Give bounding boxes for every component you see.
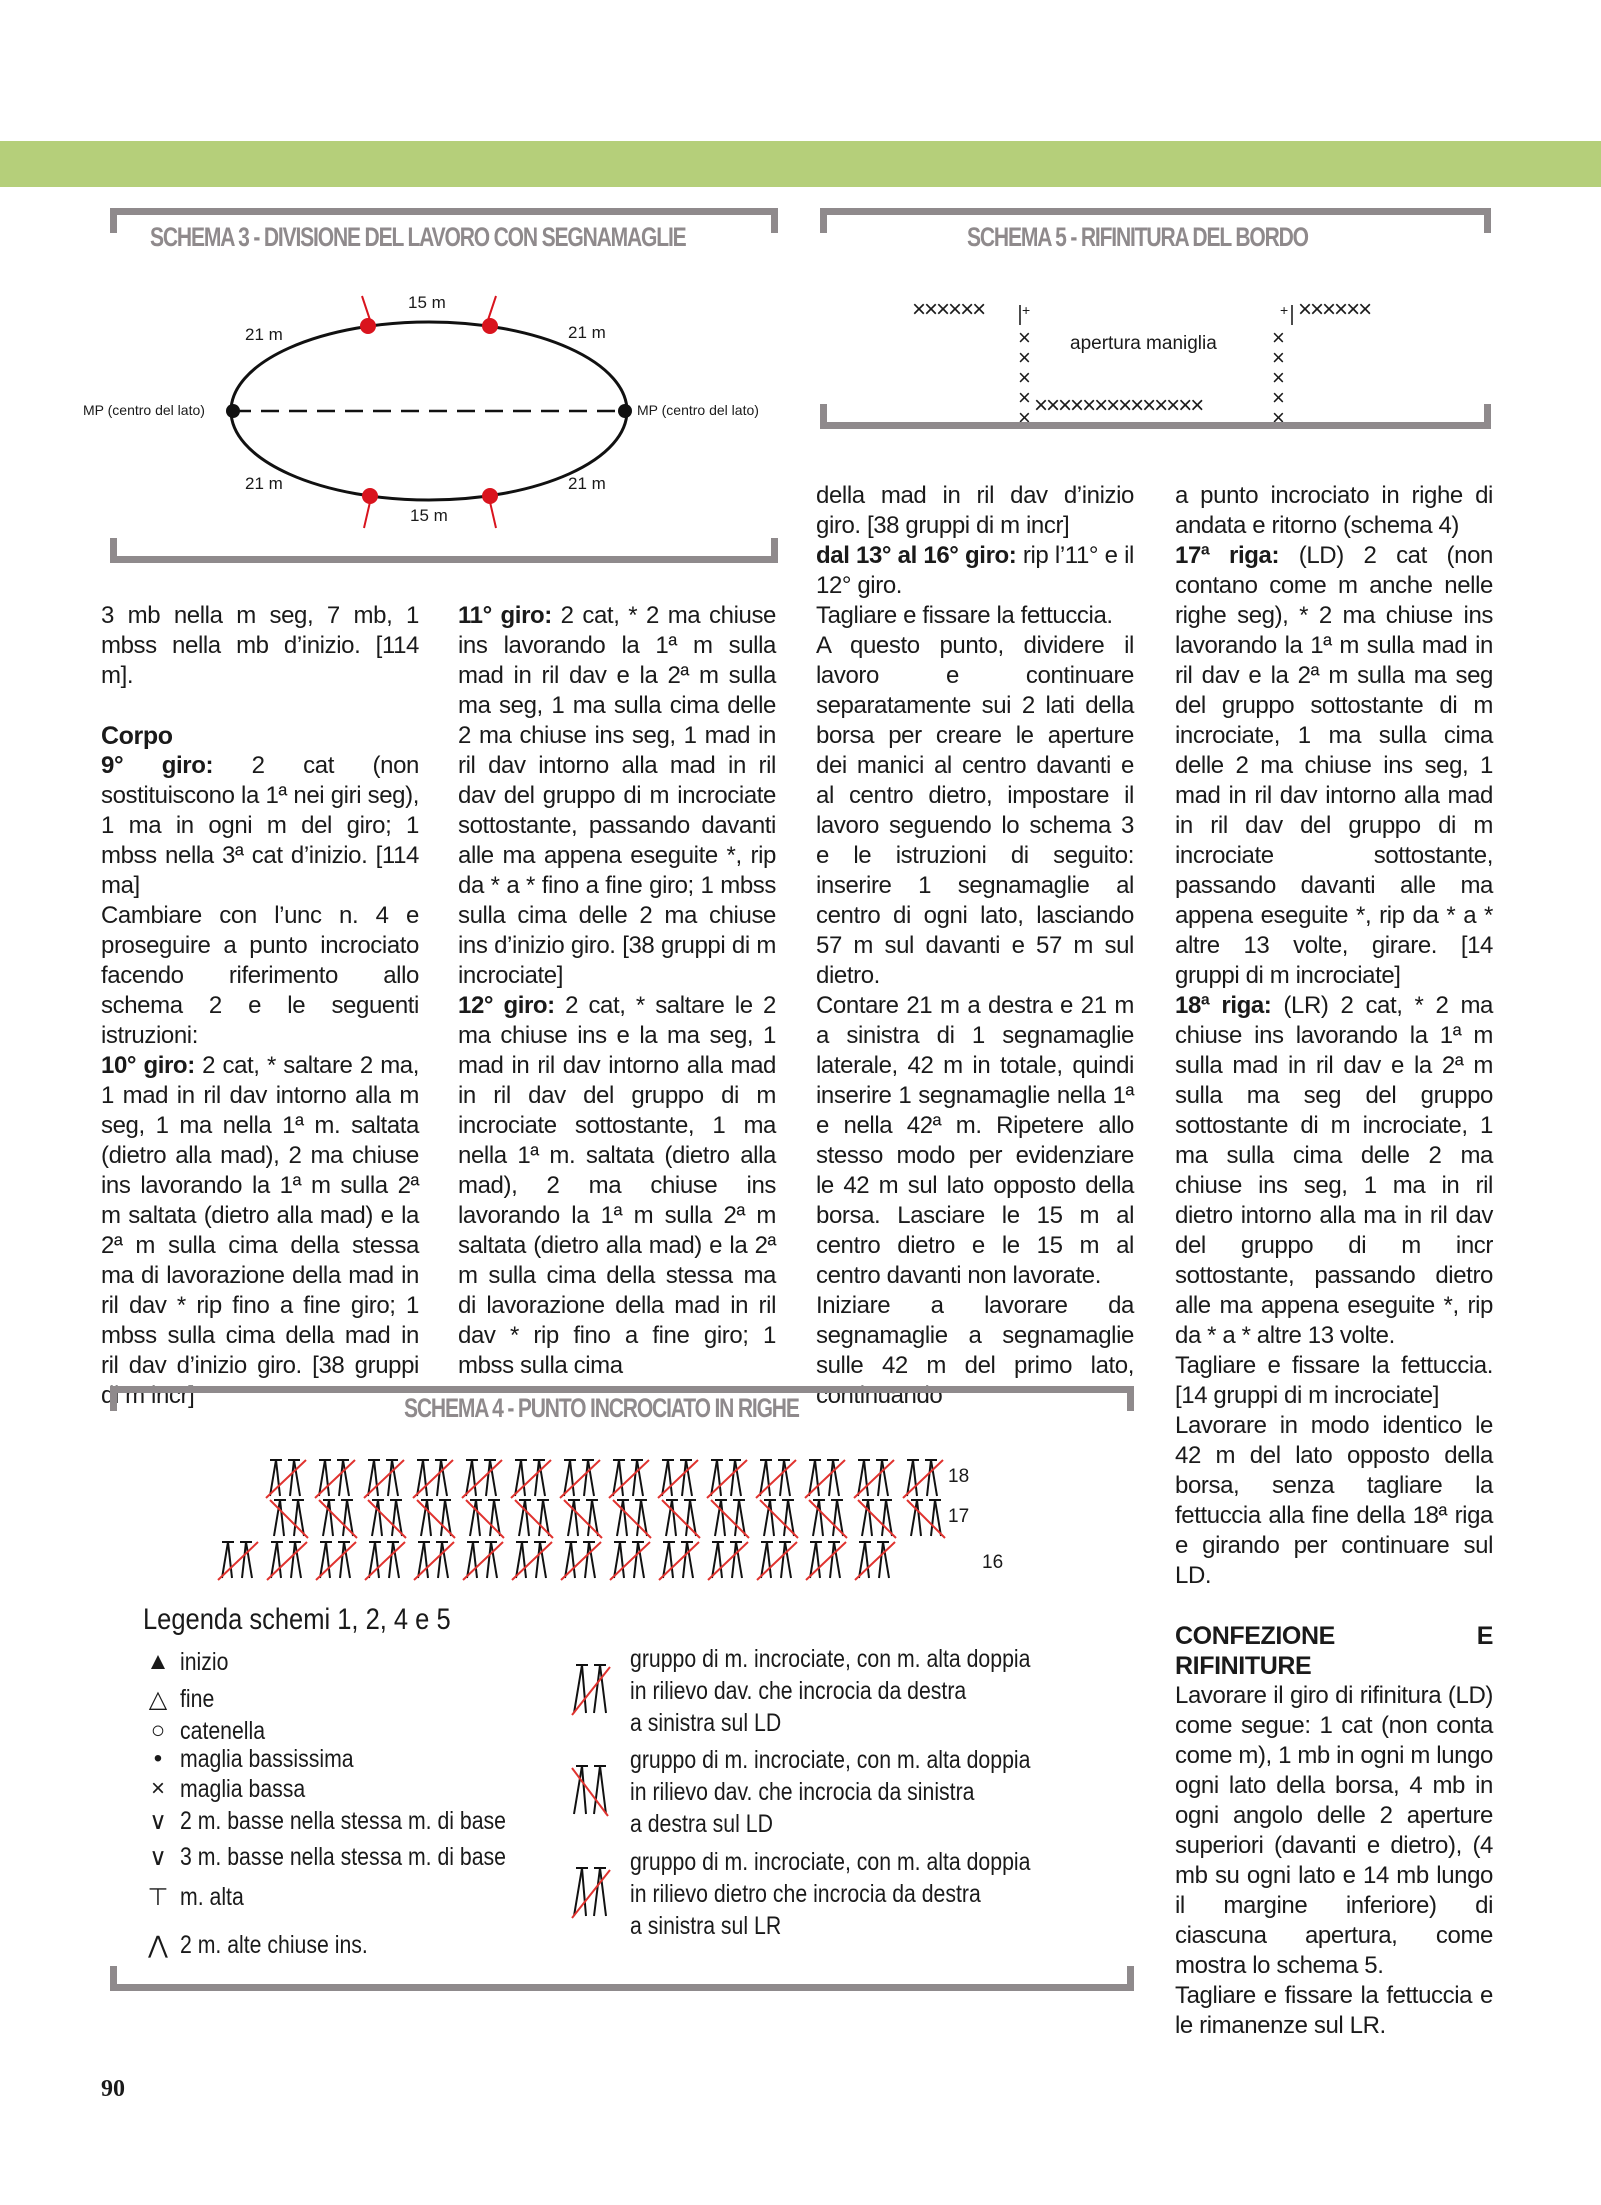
crossed-stitch-group <box>315 1460 355 1498</box>
legend-label: 3 m. basse nella stessa m. di base <box>180 1843 507 1871</box>
crossed-stitch-group <box>270 1500 308 1538</box>
paragraph <box>101 1051 419 1411</box>
legend-label: maglia bassissima <box>180 1745 354 1773</box>
header-color-band <box>0 141 1601 187</box>
legend-label: catenella <box>180 1717 266 1745</box>
crossed-stitch-group <box>267 1542 307 1580</box>
legend-label: fine <box>180 1685 215 1713</box>
crossed-stitch-group <box>707 1460 747 1498</box>
legend-group-line: gruppo di m. incrociate, con m. alta doppia <box>630 1746 1031 1774</box>
legend-label: 2 m. basse nella stessa m. di base <box>180 1807 507 1835</box>
paragraph <box>816 541 1134 601</box>
paragraph-text: (LD) 2 cat (non contano come m anche nelle righe seg), * 2 ma chiuse ins lavorando la 1ª m sulla mad in ril dav e la 2ª m sulla ma seg del gruppo sottostante di m incrociate, 1 ma sulla cima delle 2 ma chiuse ins seg, 1 mad in ril dav intorno alla mad in ril dav del gruppo di m incrociate sottostante, passando davanti alle ma appena eseguite *, rip da * a * altre 13 volte, girare. [14 gruppi di m incrociate] <box>1175 542 1493 989</box>
paragraph <box>816 601 1134 631</box>
paragraph-text: Tagliare e fissare la fettuccia. [14 gruppi di m incrociate] <box>1175 1352 1493 1409</box>
paragraph-text: rip l’11° e il 12° giro. <box>816 542 1134 599</box>
stitch-marker <box>363 489 377 503</box>
crossed-stitch-group <box>756 1460 796 1498</box>
crossed-stitch-group <box>858 1500 896 1538</box>
legend-group-line: a sinistra sul LD <box>630 1709 782 1737</box>
crossed-stitch-group <box>319 1500 357 1538</box>
paragraph <box>816 631 1134 991</box>
crossed-stitch-group <box>463 1542 503 1580</box>
three-sc-increase-icon: ∨ <box>149 1844 167 1871</box>
sc-row-top-left: ×××××× <box>912 296 985 323</box>
cross-right-to-left-back-icon <box>570 1866 620 1936</box>
legend-label: 2 m. alte chiuse ins. <box>180 1931 368 1959</box>
text-column-1 <box>101 601 419 1411</box>
crossed-stitch-group <box>907 1500 945 1538</box>
paragraph-text: (LR) 2 cat, * 2 ma chiuse ins lavorando la 1ª m sulla mad in ril dav e la 2ª m sulla ma seg del gruppo sottostante di m incrociate, 1 ma sulla cima delle 2 ma chiuse ins seg, 1 ma in ril dietro intorno alla ma in ril dav del gruppo di m incr sottostante, passando dietro alle ma appena eseguite *, rip da * a * altre 13 volte. <box>1175 992 1493 1349</box>
instruction-label: 12° giro: <box>458 992 555 1019</box>
crossed-stitch-group <box>560 1460 600 1498</box>
crossed-stitch-group <box>364 1460 404 1498</box>
end-arrow-icon: △ <box>148 1686 168 1713</box>
schema-4-title: SCHEMA 4 - PUNTO INCROCIATO IN RIGHE <box>404 1393 799 1423</box>
crossed-stitch-group <box>613 1500 651 1538</box>
chain-icon: ○ <box>150 1717 166 1744</box>
paragraph <box>1175 1981 1493 2041</box>
paragraph <box>1175 1351 1493 1411</box>
schema-3-title: SCHEMA 3 - DIVISIONE DEL LAVORO CON SEGNAMAGLIE <box>150 222 686 252</box>
crossed-stitch-group <box>512 1542 552 1580</box>
crossed-stitch-group <box>266 1460 306 1498</box>
paragraph-text: 2 cat, * saltare le 2 ma chiuse ins e la ma seg, 1 mad in ril dav intorno alla mad in ril dav del gruppo di m incrociate sottostante, 1 ma nella 1ª m. saltata (dietro alla mad), 2 ma chiuse ins lavorando la 1ª m sulla 2ª m saltata (dietro alla mad) e la 2ª m sulla cima della stessa ma di lavorazione della mad in ril dav * rip fino a fine giro; 1 mbss sulla cima <box>458 992 776 1379</box>
sc-row-bottom: ×××××××××××××× <box>1034 392 1203 419</box>
crossed-stitch-group <box>760 1500 798 1538</box>
side-marker-left <box>226 404 240 418</box>
crossed-stitch-group <box>365 1542 405 1580</box>
label-bottom-left: 21 m <box>245 474 283 493</box>
label-bottom-right: 21 m <box>568 474 606 493</box>
start-arrow-icon: ▲ <box>146 1648 170 1675</box>
paragraph <box>1175 1411 1493 1591</box>
paragraph <box>1175 481 1493 541</box>
label-top-right: 21 m <box>568 323 606 342</box>
crossed-stitch-group <box>316 1542 356 1580</box>
sc-col-left: ××××× <box>1018 325 1031 430</box>
paragraph <box>458 601 776 991</box>
paragraph <box>1175 991 1493 1351</box>
legend-label: inizio <box>180 1648 229 1676</box>
crossed-stitch-group <box>805 1460 845 1498</box>
section-heading: Corpo <box>101 722 173 750</box>
paragraph-text: 2 cat (non sostituiscono la 1ª nei giri seg), 1 ma in ogni m del giro; 1 mbss nella 3ª cat d’inizio. [114 ma] <box>101 752 419 899</box>
legend-group-line: in rilievo dav. che incrocia da sinistra <box>630 1778 975 1806</box>
double-crochet-icon: ⊤ <box>147 1884 169 1911</box>
paragraph-text: 2 cat, * saltare 2 ma, 1 mad in ril dav intorno alla m seg, 1 ma nella 1ª m. saltata (dietro alla mad), 2 ma chiuse ins lavorando la 1ª m sulla 2ª m saltata (dietro alla mad) e la 2ª m sulla cima della stessa ma di lavorazione della mad in ril dav * rip fino a fine giro; 1 mbss sulla cima della mad in ril dav d’inizio giro. [38 gruppi di m incr] <box>101 1052 419 1409</box>
paragraph <box>1175 541 1493 991</box>
row-label-17: 17 <box>948 1506 970 1527</box>
crossed-stitch-group <box>659 1542 699 1580</box>
paragraph <box>1175 1681 1493 1981</box>
schema-4-chart <box>0 0 1 1</box>
crossed-stitch-group <box>414 1542 454 1580</box>
crossed-stitch-group <box>708 1542 748 1580</box>
paragraph-text: Cambiare con l’unc n. 4 e proseguire a punto incrociato facendo riferimento allo schema 2 e le seguenti istruzioni: <box>101 902 419 1049</box>
row-label-18: 18 <box>948 1466 970 1487</box>
crossed-stitch-group <box>564 1500 602 1538</box>
text-column-2 <box>458 601 776 1381</box>
paragraph <box>101 901 419 1051</box>
side-marker-right <box>618 404 632 418</box>
section-heading: CONFEZIONE E RIFINITURE <box>1175 1622 1493 1680</box>
label-bottom-center: 15 m <box>410 506 448 525</box>
legend-group-line: gruppo di m. incrociate, con m. alta doppia <box>630 1848 1031 1876</box>
page-number: 90 <box>101 2076 125 2102</box>
slip-stitch-icon: • <box>153 1745 163 1772</box>
crossed-stitch-group <box>609 1460 649 1498</box>
paragraph <box>101 751 419 901</box>
text-column-4 <box>1175 481 1493 2041</box>
crossed-stitch-group <box>218 1542 258 1580</box>
paragraph <box>101 601 419 691</box>
single-crochet-icon: × <box>150 1775 165 1802</box>
crossed-stitch-group <box>662 1500 700 1538</box>
sc-col-right: ××××× <box>1272 325 1285 430</box>
label-mp-right: MP (centro del lato) <box>637 402 759 418</box>
crossed-stitch-group <box>462 1460 502 1498</box>
text-column-3 <box>816 481 1134 1411</box>
crossed-stitch-group <box>515 1500 553 1538</box>
paragraph-text: A questo punto, dividere il lavoro e continuare separatamente sui 2 lati della borsa per creare le aperture dei manici al centro davanti e al centro dietro, impostare il lavoro seguendo lo schema 3 e le istruzioni di seguito: inserire 1 segnamaglie al centro di ogni lato, lasciando 57 m sul davanti e 57 m sul dietro. <box>816 632 1134 989</box>
label-mp-left: MP (centro del lato) <box>83 402 205 418</box>
crossed-stitch-group <box>511 1460 551 1498</box>
schema-4-frame-bottom <box>110 1966 1134 1991</box>
paragraph <box>458 991 776 1381</box>
crossed-stitch-group <box>610 1542 650 1580</box>
paragraph-text: Lavorare il giro di rifinitura (LD) come segue: 1 cat (non conta come m), 1 mb in ogni m lungo ogni lato della borsa, 4 mb in ogni angolo delle 2 aperture superiori (davanti e dietro), (4 mb su ogni lato e 14 mb lungo il margine inferiore) di ciascuna apertura, come mostra lo schema 5. <box>1175 1682 1493 1979</box>
instruction-label: 10° giro: <box>101 1052 195 1079</box>
paragraph-text: a punto incrociato in righe di andata e ritorno (schema 4) <box>1175 482 1493 539</box>
crossed-stitch-group <box>809 1500 847 1538</box>
cross-left-to-right-front-icon <box>570 1764 620 1834</box>
legend-label: m. alta <box>180 1883 244 1911</box>
schema-3-frame-bottom <box>110 538 778 563</box>
opening-label: apertura maniglia <box>1070 333 1217 354</box>
crossed-stitch-group <box>903 1460 943 1498</box>
paragraph <box>816 991 1134 1291</box>
paragraph-text: Tagliare e fissare la fettuccia. <box>816 602 1113 629</box>
crossed-stitch-group <box>658 1460 698 1498</box>
instruction-label: dal 13° al 16° giro: <box>816 542 1017 569</box>
paragraph-text: Contare 21 m a destra e 21 m a sinistra di 1 segnamaglie laterale, 42 m in totale, quindi inserire 1 segnamaglie nella 1ª e nella 42ª m. Ripetere allo stesso modo per evidenziare le 42 m sul lato opposto della borsa. Lasciare le 15 m al centro dietro e le 15 m al centro davanti non lavorate. <box>816 992 1134 1289</box>
crossed-stitch-group <box>854 1460 894 1498</box>
label-top-left: 21 m <box>245 325 283 344</box>
legend-group-line: gruppo di m. incrociate, con m. alta doppia <box>630 1645 1031 1673</box>
instruction-label: 9° giro: <box>101 752 214 779</box>
crossed-stitch-group <box>413 1460 453 1498</box>
plus-right: + <box>1280 302 1289 318</box>
paragraph-text: Lavorare in modo identico le 42 m del lato opposto della borsa, senza tagliare la fettuccia alla fine della 18ª riga e girando per continuare sul LD. <box>1175 1412 1493 1589</box>
paragraph-text: 3 mb nella m seg, 7 mb, 1 mbss nella mb d’inizio. [114 m]. <box>101 602 419 689</box>
legend-label: maglia bassa <box>180 1775 306 1803</box>
sc-row-top-right: ×××××× <box>1298 296 1371 323</box>
stitch-marker <box>483 489 497 503</box>
instruction-label: 17ª riga: <box>1175 542 1280 569</box>
paragraph <box>816 481 1134 541</box>
legend-group-line: a sinistra sul LR <box>630 1912 782 1940</box>
crossed-stitch-group <box>711 1500 749 1538</box>
instruction-label: 18ª riga: <box>1175 992 1272 1019</box>
crossed-stitch-group <box>466 1500 504 1538</box>
legend-group-line: a destra sul LD <box>630 1810 773 1838</box>
schema-5-frame-bottom <box>820 404 1491 429</box>
row-label-16: 16 <box>982 1552 1004 1573</box>
stitch-marker <box>483 319 497 333</box>
schema-5-title: SCHEMA 5 - RIFINITURA DEL BORDO <box>967 222 1308 252</box>
label-top-center: 15 m <box>408 293 446 312</box>
two-sc-increase-icon: ∨ <box>149 1808 167 1835</box>
stitch-marker <box>361 319 375 333</box>
paragraph-text: della mad in ril dav d’inizio giro. [38 gruppi di m incr] <box>816 482 1134 539</box>
crossed-stitch-group <box>368 1500 406 1538</box>
crossed-stitch-group <box>417 1500 455 1538</box>
dc2tog-icon: ⋀ <box>148 1932 168 1959</box>
legend-group-line: in rilievo dietro che incrocia da destra <box>630 1880 981 1908</box>
cross-right-to-left-front-icon <box>570 1663 620 1733</box>
crossed-stitch-group <box>561 1542 601 1580</box>
crossed-stitch-group <box>855 1542 895 1580</box>
legend-title: Legenda schemi 1, 2, 4 e 5 <box>143 1603 451 1636</box>
crossed-stitch-group <box>806 1542 846 1580</box>
legend-group-line: in rilievo dav. che incrocia da destra <box>630 1677 967 1705</box>
instruction-label: 11° giro: <box>458 602 552 629</box>
paragraph-text: Iniziare a lavorare da segnamaglie a segnamaglie sulle 42 m del primo lato, continuando <box>816 1292 1134 1409</box>
crossed-stitch-group <box>757 1542 797 1580</box>
plus-left: + <box>1022 302 1031 318</box>
paragraph-text: Tagliare e fissare la fettuccia e le rimanenze sul LR. <box>1175 1982 1493 2039</box>
paragraph-text: 2 cat, * 2 ma chiuse ins lavorando la 1ª m sulla mad in ril dav e la 2ª m sulla ma seg, 1 ma sulla cima delle 2 ma chiuse ins seg, 1 mad in ril dav intorno alla mad in ril dav del gruppo di m incrociate sottostante, passando davanti alle ma appena eseguite *, rip da * a * fino a fine giro; 1 mbss sulla cima delle 2 ma chiuse ins d’inizio giro. [38 gruppi di m incrociate] <box>458 602 776 989</box>
